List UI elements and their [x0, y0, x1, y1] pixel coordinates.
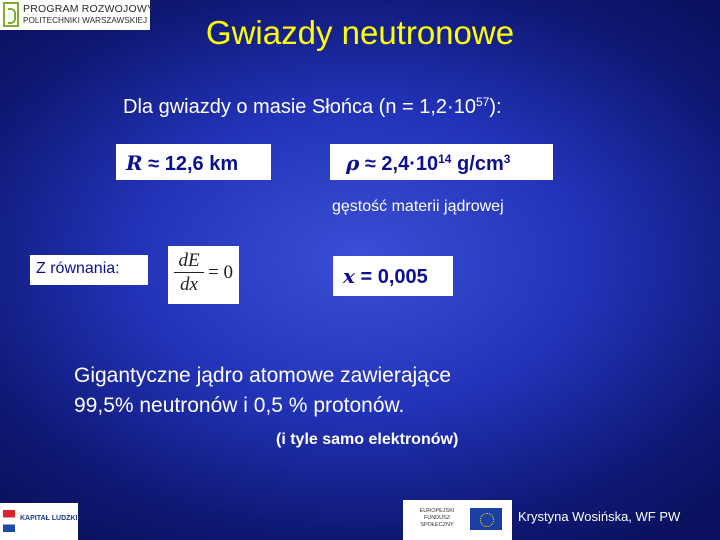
x-symbol: x: [343, 264, 355, 288]
density-value: 2,4·10: [381, 153, 439, 175]
conclusion-line1: Gigantyczne jądro atomowe zawierające: [74, 364, 452, 387]
kapital-ludzki-text: KAPITAŁ LUDZKI: [20, 515, 78, 522]
poland-flag-icon: [3, 510, 15, 532]
eu-social-fund-logo: [403, 500, 512, 540]
approx-sign: ≈: [359, 153, 382, 175]
radius-symbol: R: [126, 151, 143, 175]
kapital-ludzki-logo: [0, 503, 78, 540]
subtitle-text: Dla gwiazdy o masie Słońca (n = 1,2·10: [123, 96, 476, 118]
approx-sign: ≈: [142, 153, 165, 175]
equation-denominator: dx: [180, 274, 198, 295]
x-value-box: [333, 256, 453, 296]
density-box: [330, 144, 553, 180]
density-unit-exponent: 3: [503, 151, 511, 166]
equation-numerator: dE: [174, 250, 204, 273]
equation-box: [168, 246, 239, 304]
equation-rhs: = 0: [208, 262, 233, 283]
slide-title: Gwiazdy neutronowe: [205, 14, 515, 51]
subtitle-exponent: 57: [475, 94, 490, 109]
footer-author: Krystyna Wosińska, WF PW: [518, 509, 681, 524]
logo-line1: PROGRAM ROZWOJOWY: [23, 3, 155, 15]
subtitle-suffix: ):: [489, 96, 502, 118]
conclusion-line2: 99,5% neutronów i 0,5 % protonów.: [74, 394, 405, 417]
logo-line2: POLITECHNIKI WARSZAWSKIEJ: [23, 16, 148, 25]
subtitle: [123, 96, 502, 119]
density-unit: g/cm: [451, 153, 504, 175]
density-exponent: 14: [438, 151, 452, 166]
conclusion-text: [74, 361, 451, 421]
equation-fraction: [174, 250, 204, 297]
radius-box: [116, 144, 271, 180]
equation-label: Z równania:: [30, 255, 148, 285]
eu-flag-icon: [470, 508, 502, 530]
x-value: = 0,005: [354, 266, 428, 288]
density-note: gęstość materii jądrowej: [332, 198, 504, 215]
radius-value: 12,6 km: [164, 153, 239, 175]
electrons-note: (i tyle samo elektronów): [276, 431, 459, 448]
eu-fund-text: EUROPEJSKI FUNDUSZ SPOŁECZNY: [419, 508, 455, 528]
density-symbol: ρ: [346, 151, 360, 175]
